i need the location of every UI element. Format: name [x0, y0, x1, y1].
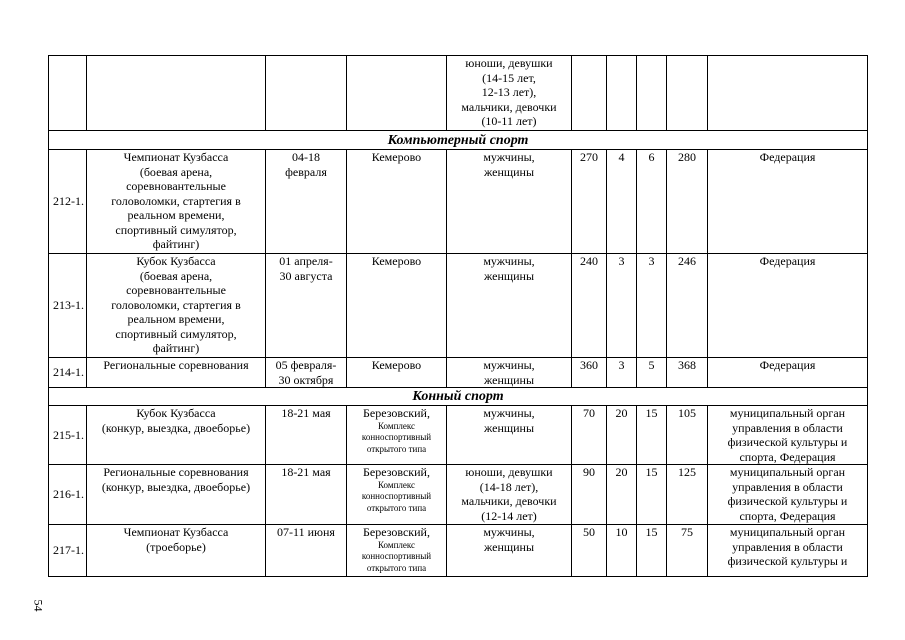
participants-cell: юноши, девушки (14-15 лет, 12-13 лет), мальчики, девочки (10-11 лет): [447, 56, 572, 131]
event-venue-cell: [347, 358, 447, 388]
event-venue-cell: [347, 56, 447, 131]
participants-cell: мужчины, женщины: [447, 150, 572, 254]
event-venue-cell: [347, 150, 447, 254]
judges-count-cell: 3: [607, 254, 637, 358]
venue-facility: Комплекс конноспортивный открытого типа: [361, 479, 432, 513]
athletes-count-cell: 270: [572, 150, 607, 254]
judges-count-cell: 3: [607, 358, 637, 388]
table-row: [49, 358, 868, 388]
coaches-count-cell: [637, 56, 667, 131]
event-name-cell: Чемпионат Кузбасса (троеборье): [87, 525, 266, 577]
venue-city: Кемерово: [371, 254, 422, 268]
total-count-cell: 125: [667, 465, 708, 525]
event-dates-cell: 04-18 февраля: [266, 150, 347, 254]
event-number-cell: 213-1.: [49, 254, 87, 358]
venue-city: Кемерово: [371, 358, 422, 372]
event-venue-cell: [347, 406, 447, 465]
coaches-count-cell: 3: [637, 254, 667, 358]
page-number: 54: [31, 599, 46, 612]
event-dates-cell: 07-11 июня: [266, 525, 347, 577]
event-number-cell: 217-1.: [49, 525, 87, 577]
event-dates-cell: 18-21 мая: [266, 406, 347, 465]
event-name-cell: Кубок Кузбасса (конкур, выездка, двоеборье): [87, 406, 266, 465]
event-dates-cell: 05 февраля- 30 октября: [266, 358, 347, 388]
event-name-cell: [87, 56, 266, 131]
table-row: [49, 56, 868, 131]
event-number-cell: [49, 56, 87, 131]
total-count-cell: 75: [667, 525, 708, 577]
participants-cell: мужчины, женщины: [447, 254, 572, 358]
event-number-cell: 215-1.: [49, 406, 87, 465]
event-number-cell: 212-1.: [49, 150, 87, 254]
event-number-cell: 216-1.: [49, 465, 87, 525]
coaches-count-cell: 15: [637, 465, 667, 525]
coaches-count-cell: 15: [637, 525, 667, 577]
organizer-cell: Федерация: [708, 150, 868, 254]
events-table: [48, 55, 868, 577]
venue-city: Кемерово: [371, 150, 422, 164]
total-count-cell: 246: [667, 254, 708, 358]
participants-cell: мужчины, женщины: [447, 406, 572, 465]
section-header-row: [49, 388, 868, 406]
judges-count-cell: 10: [607, 525, 637, 577]
event-name-cell: Региональные соревнования (конкур, выездка, двоеборье): [87, 465, 266, 525]
table-row: [49, 254, 868, 358]
event-name-cell: Региональные соревнования: [87, 358, 266, 388]
event-dates-cell: 18-21 мая: [266, 465, 347, 525]
total-count-cell: 280: [667, 150, 708, 254]
event-dates-cell: 01 апреля- 30 августа: [266, 254, 347, 358]
judges-count-cell: 20: [607, 465, 637, 525]
venue-city: Березовский,: [363, 465, 430, 479]
event-venue-cell: [347, 525, 447, 577]
participants-cell: юноши, девушки (14-18 лет), мальчики, девочки (12-14 лет): [447, 465, 572, 525]
event-venue-cell: [347, 465, 447, 525]
athletes-count-cell: 90: [572, 465, 607, 525]
table-row: [49, 406, 868, 465]
table-row: [49, 525, 868, 577]
coaches-count-cell: 15: [637, 406, 667, 465]
organizer-cell: Федерация: [708, 254, 868, 358]
section-title: Конный спорт: [49, 388, 868, 406]
total-count-cell: 105: [667, 406, 708, 465]
organizer-cell: муниципальный орган управления в области физической культуры и: [708, 525, 868, 577]
athletes-count-cell: 240: [572, 254, 607, 358]
participants-cell: мужчины, женщины: [447, 358, 572, 388]
event-dates-cell: [266, 56, 347, 131]
coaches-count-cell: 5: [637, 358, 667, 388]
venue-city: Березовский,: [363, 406, 430, 420]
organizer-cell: муниципальный орган управления в области физической культуры и спорта, Федерация: [708, 465, 868, 525]
participants-cell: мужчины, женщины: [447, 525, 572, 577]
event-name-cell: Кубок Кузбасса (боевая арена, соревновантельные головоломки, стартегия в реальном времени, спортивный симулятор, файтинг): [87, 254, 266, 358]
section-header-row: [49, 131, 868, 150]
athletes-count-cell: 360: [572, 358, 607, 388]
venue-facility: Комплекс конноспортивный открытого типа: [361, 539, 432, 573]
table-row: [49, 150, 868, 254]
organizer-cell: Федерация: [708, 358, 868, 388]
coaches-count-cell: 6: [637, 150, 667, 254]
table-row: [49, 465, 868, 525]
event-venue-cell: [347, 254, 447, 358]
total-count-cell: 368: [667, 358, 708, 388]
judges-count-cell: [607, 56, 637, 131]
judges-count-cell: 20: [607, 406, 637, 465]
section-title: Компьютерный спорт: [49, 131, 868, 150]
venue-city: Березовский,: [363, 525, 430, 539]
event-number-cell: 214-1.: [49, 358, 87, 388]
organizer-cell: муниципальный орган управления в области физической культуры и спорта, Федерация: [708, 406, 868, 465]
venue-facility: Комплекс конноспортивный открытого типа: [361, 420, 432, 454]
athletes-count-cell: [572, 56, 607, 131]
total-count-cell: [667, 56, 708, 131]
organizer-cell: [708, 56, 868, 131]
athletes-count-cell: 50: [572, 525, 607, 577]
athletes-count-cell: 70: [572, 406, 607, 465]
event-name-cell: Чемпионат Кузбасса (боевая арена, соревновантельные головоломки, стартегия в реальном времени, спортивный симулятор, файтинг): [87, 150, 266, 254]
judges-count-cell: 4: [607, 150, 637, 254]
